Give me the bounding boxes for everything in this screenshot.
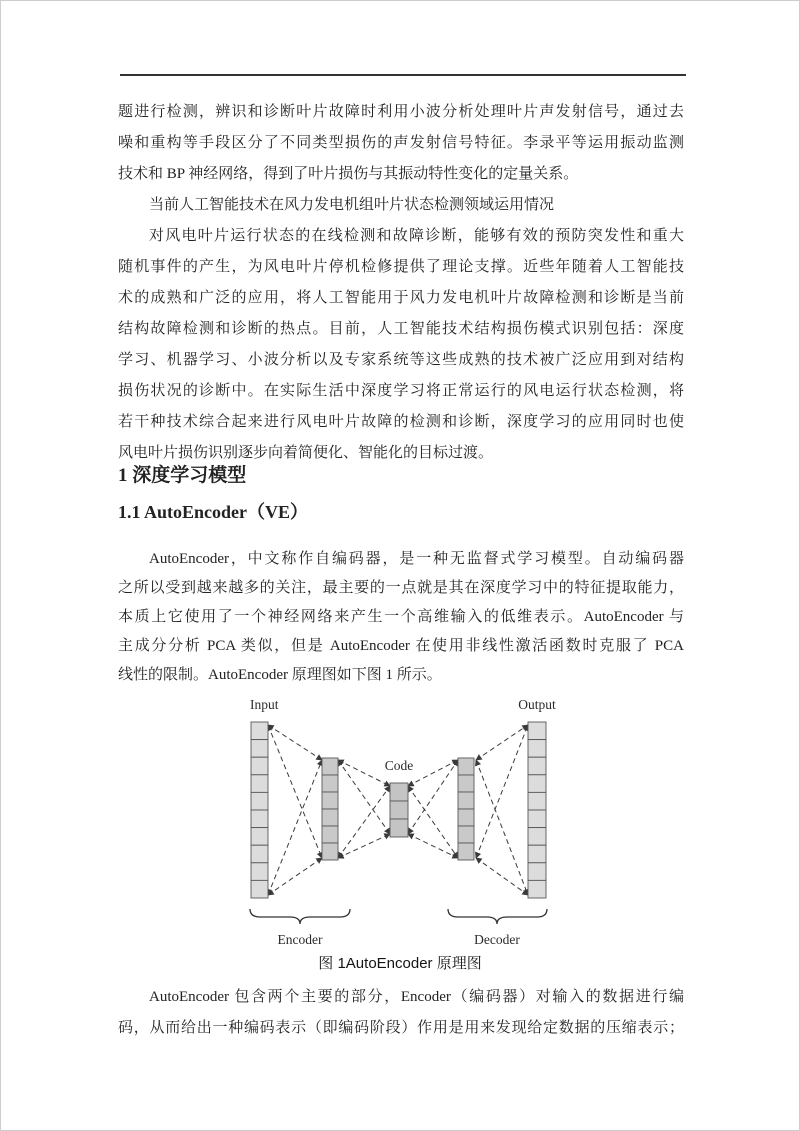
text-line: 风电叶片损伤识别逐步向着简便化、智能化的目标过渡。 (118, 445, 494, 461)
subsection-heading: 1.1 AutoEncoder（VE） (118, 502, 309, 522)
text-line: 主成分分析 PCA 类似，但是 AutoEncoder 在使用非线性激活函数时克服了 PCA (118, 638, 684, 654)
text-line: AutoEncoder，中文称作自编码器，是一种无监督式学习模型。自动编码器 (149, 551, 684, 567)
section-heading: 1 深度学习模型 (118, 465, 247, 486)
text-line: 线性的限制。AutoEncoder 原理图如下图 1 所示。 (118, 667, 442, 683)
text-line: 对风电叶片运行状态的在线检测和故障诊断，能够有效的预防突发性和重大 (149, 228, 684, 244)
encoder-label: Encoder (277, 932, 323, 947)
decoder-hidden-layer-column (458, 758, 474, 860)
text-line: AutoEncoder 包含两个主要的部分，Encoder（编码器）对输入的数据进行编 (149, 989, 684, 1005)
text-line: 之所以受到越来越多的关注，最主要的一点就是其在深度学习中的特征提取能力， (118, 580, 684, 596)
code-label: Code (384, 758, 414, 773)
input-layer-column (251, 722, 268, 898)
header-rule (120, 74, 686, 76)
text-line: 若干种技术综合起来进行风电叶片故障的检测和诊断，深度学习的应用同时也使 (118, 414, 684, 430)
decoder-brace (448, 909, 547, 924)
output-layer-column (528, 722, 546, 898)
encoder-hidden-layer-column (322, 758, 338, 860)
text-line: 随机事件的产生，为风电叶片停机检修提供了理论支撑。近些年随着人工智能技 (118, 259, 684, 275)
figure-caption: 图 1AutoEncoder 原理图 (318, 955, 482, 972)
autoencoder-figure (240, 690, 560, 982)
decoder-label: Decoder (474, 932, 520, 947)
input-label: Input (250, 697, 279, 712)
text-line: 当前人工智能技术在风力发电机组叶片状态检测领域运用情况 (149, 197, 555, 213)
code-layer-column (390, 783, 408, 837)
text-line: 本质上它使用了一个神经网络来产生一个高维输入的低维表示。AutoEncoder 与 (118, 609, 684, 625)
body-text-block (118, 97, 684, 469)
text-line: 术的成熟和广泛的应用，将人工智能用于风力发电机叶片故障检测和诊断是当前 (118, 290, 684, 306)
text-line: 题进行检测，辨识和诊断叶片故障时利用小波分析处理叶片声发射信号，通过去 (118, 104, 684, 120)
text-line: 码，从而给出一种编码表示（即编码阶段）作用是用来发现给定数据的压缩表示； (118, 1020, 684, 1036)
output-label: Output (518, 697, 556, 712)
autoencoder-diagram (240, 690, 560, 948)
text-line: 噪和重构等手段区分了不同类型损伤的声发射信号特征。李录平等运用振动监测 (118, 135, 684, 151)
encoder-brace (250, 909, 350, 924)
autoencoder-paragraph (118, 545, 684, 690)
text-line: 结构故障检测和诊断的热点。目前，人工智能技术结构损伤模式识别包括：深度 (118, 321, 684, 337)
text-line: 损伤状况的诊断中。在实际生活中深度学习将正常运行的风电运行状态检测，将 (118, 383, 684, 399)
text-line: 学习、机器学习、小波分析以及专家系统等这些成熟的技术被广泛应用到对结构 (118, 352, 684, 368)
closing-paragraph (118, 982, 684, 1044)
text-line: 技术和 BP 神经网络，得到了叶片损伤与其振动特性变化的定量关系。 (118, 166, 579, 182)
